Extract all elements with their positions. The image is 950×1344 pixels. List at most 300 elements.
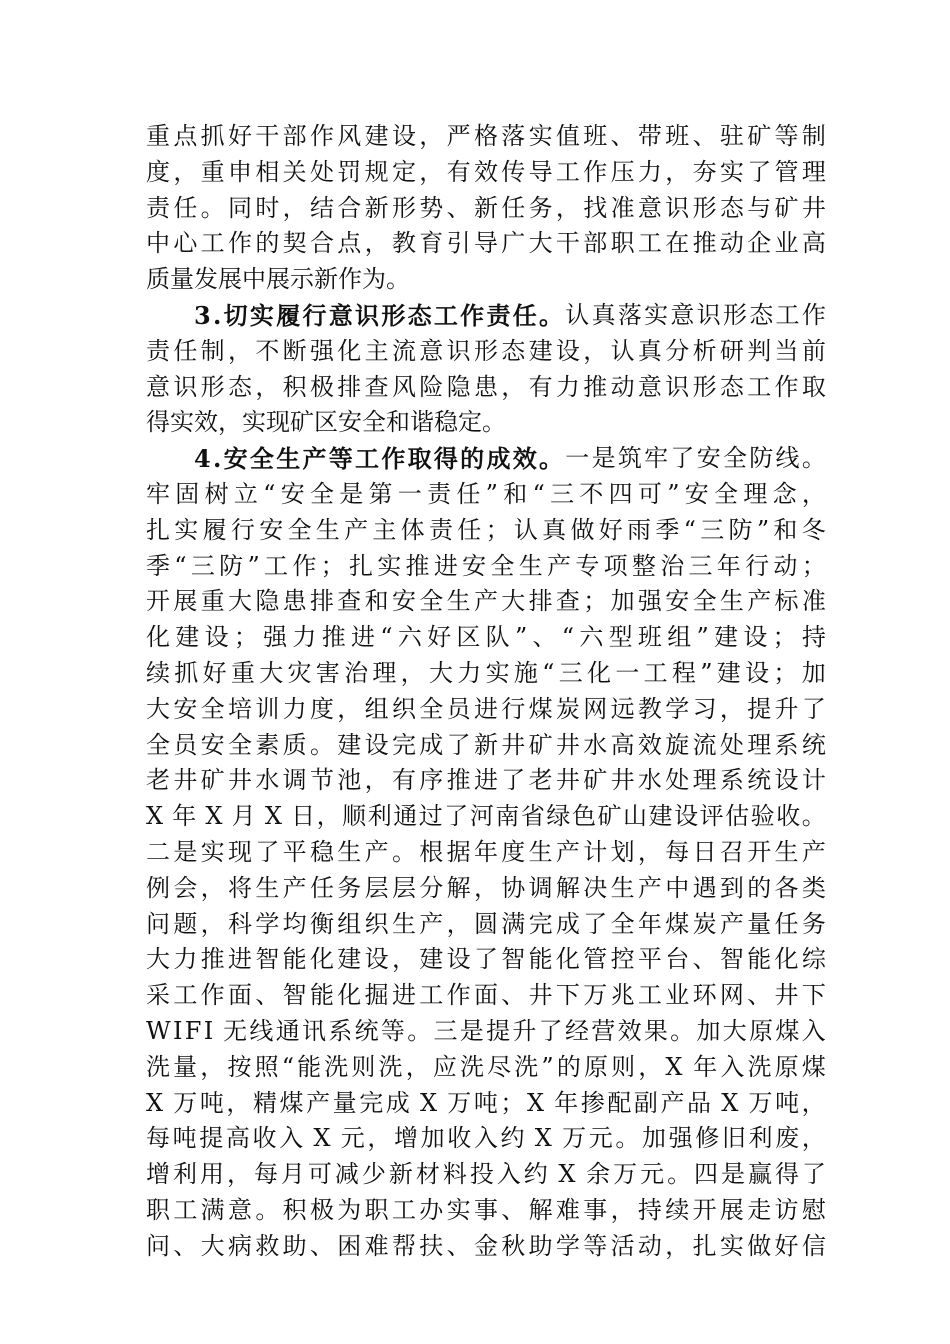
text-glyph: 下 [555,981,580,1010]
text-glyph: 责 [146,336,170,365]
text-glyph: 、 [747,981,772,1010]
text-glyph: 完 [528,909,553,938]
text-glyph: 化 [587,658,612,687]
text-glyph: 好 [202,658,227,687]
text-glyph: 、 [446,193,471,222]
text-glyph: 加 [420,1124,445,1153]
text-glyph: 任 [501,193,526,222]
text-glyph: 灾 [287,658,312,687]
text-glyph: X [205,802,231,831]
text-glyph: 判 [747,336,772,365]
text-glyph: 炭 [692,909,717,938]
text-glyph: 的 [255,229,280,258]
text-glyph: I [203,1016,221,1045]
text-glyph: 年 [554,1088,579,1117]
text-glyph: 、 [501,1195,526,1224]
text-glyph: 扎 [146,515,170,544]
text-glyph: 生 [610,873,635,902]
text-line [146,763,826,799]
text-glyph: 走 [747,1195,772,1224]
text-glyph: 抓 [200,122,225,150]
text-glyph: 势 [419,193,444,222]
text-glyph: 兆 [610,981,635,1010]
text-glyph: 线 [249,1016,274,1045]
text-glyph: 强 [668,1124,693,1153]
text-glyph: 池 [337,766,362,795]
text-glyph: 产 [547,551,572,580]
text-glyph: 。 [615,1124,640,1153]
text-glyph: 井 [610,766,635,795]
text-glyph: 。 [255,1195,280,1224]
heading-glyph: . [212,444,222,474]
text-glyph: 生 [518,551,543,580]
text-glyph: 工 [419,981,444,1010]
text-glyph: 利 [172,1160,197,1189]
text-glyph: 合 [337,193,362,222]
text-glyph: 设 [774,766,799,795]
text-glyph: 月 [280,1160,305,1189]
text-glyph: 不 [579,479,604,508]
text-glyph: ， [405,1052,430,1081]
text-glyph: ， [801,479,826,508]
text-glyph: 实 [485,658,510,687]
text-glyph: 生 [337,837,362,866]
text-glyph: 经 [564,1016,589,1045]
text-glyph: 动 [773,551,798,580]
text-glyph: 每 [665,837,690,866]
text-glyph: 顺 [342,802,367,831]
text-glyph: 形 [473,336,498,365]
text-glyph: 务 [528,193,553,222]
heading-glyph: 全 [249,444,274,474]
text-line [146,1157,826,1193]
text-glyph: 点 [173,122,198,150]
text-glyph: 增 [393,1124,418,1153]
text-glyph: 主 [372,515,397,544]
text-line [146,1193,826,1229]
text-glyph: 利 [748,1124,773,1153]
text-glyph: 决 [583,873,608,902]
text-line [146,728,826,764]
text-glyph: 难 [364,1231,389,1260]
text-glyph: “ [542,658,555,687]
text-glyph: 实 [644,300,669,329]
heading-glyph: 行 [302,300,327,330]
text-glyph: 系 [774,730,799,759]
text-glyph: 煤 [775,1016,800,1045]
text-glyph: 稳 [309,837,334,866]
text-glyph: 矿 [597,802,622,831]
text-glyph: 升 [512,1016,537,1045]
text-glyph: 能 [309,981,334,1010]
text-glyph: 洗 [146,1052,170,1081]
text-glyph: 工 [173,1195,198,1224]
text-glyph: 加 [641,1124,666,1153]
text-glyph: 全 [200,694,225,723]
text-glyph: 采 [146,981,170,1010]
text-glyph: 驻 [719,122,744,150]
text-glyph: 大 [259,658,284,687]
text-glyph: 统 [747,766,772,795]
text-glyph: 问 [146,1231,170,1260]
text-glyph: 系 [328,1016,353,1045]
text-glyph: X [264,802,290,831]
text-glyph: 找 [583,193,608,222]
text-line [146,871,826,907]
text-glyph: 意 [637,372,662,401]
text-glyph: 产 [344,515,369,544]
text-glyph: 和 [364,587,389,616]
text-glyph: ； [773,658,798,687]
text-glyph: 。 [801,802,826,831]
text-glyph: 工 [643,658,668,687]
text-glyph: 教 [637,694,662,723]
text-glyph: 职 [146,1195,170,1224]
text-glyph: 教 [391,229,416,258]
text-glyph: 筑 [617,444,642,473]
text-glyph: 题 [173,909,198,938]
text-glyph: 织 [391,694,416,723]
text-glyph: “ [532,479,545,508]
text-glyph: 了 [583,909,608,938]
heading-glyph: 等 [328,444,353,474]
text-glyph: ” [514,623,528,652]
text-glyph: 入 [720,1052,745,1081]
text-glyph: 准 [610,193,635,222]
text-glyph: 认 [513,515,538,544]
text-glyph: 极 [309,1195,334,1224]
text-glyph: 工 [264,551,289,580]
text-glyph: 意 [637,193,662,222]
text-glyph: 排 [528,587,553,616]
text-glyph: 台 [665,945,690,974]
text-glyph: 材 [415,1160,440,1189]
text-glyph: X [534,1124,560,1153]
text-glyph: 意 [419,336,444,365]
text-glyph: 做 [747,1231,772,1260]
text-glyph: 积 [282,372,307,401]
text-glyph: 产 [660,1088,685,1117]
text-glyph: 活 [610,1231,635,1260]
text-glyph: 推 [446,766,471,795]
text-glyph: 产 [747,587,772,616]
text-glyph: 形 [692,193,717,222]
text-line [146,262,826,298]
text-glyph: 大 [428,658,453,687]
text-line [146,942,826,978]
text-glyph: 理 [747,730,772,759]
text-glyph: 各 [774,873,799,902]
text-glyph: “ [380,623,393,652]
text-glyph: 患 [473,372,498,401]
text-glyph: 了 [801,694,826,723]
text-glyph: 工 [637,981,662,1010]
text-glyph: 则 [351,1052,376,1081]
text-glyph: 煤 [801,1052,826,1081]
text-glyph: 安 [462,551,487,580]
text-glyph: 效 [617,1016,642,1045]
text-glyph: 形 [722,300,747,329]
text-glyph: 念 [772,479,797,508]
text-glyph: 了 [747,157,772,186]
heading-glyph: 作 [460,300,485,330]
text-glyph: 、 [446,1231,471,1260]
text-glyph: 井 [774,981,799,1010]
text-glyph: 任 [456,479,481,508]
text-glyph: 井 [555,766,580,795]
text-glyph: 网 [719,981,744,1010]
text-glyph: 产 [801,837,826,866]
text-glyph: 可 [307,1160,332,1189]
text-line [146,907,826,943]
heading-glyph: 。 [539,444,563,474]
text-glyph: 专 [575,551,600,580]
text-glyph: ， [400,658,425,687]
text-glyph: 时 [255,193,280,222]
text-glyph: 害 [315,658,340,687]
text-glyph: 。 [200,193,225,222]
text-glyph: 理 [801,157,826,186]
text-glyph: 则 [611,1052,636,1081]
text-glyph: 态 [749,300,774,329]
text-glyph: 万 [583,981,608,1010]
text-glyph: 尽 [487,1052,512,1081]
text-glyph: ； [500,1088,525,1117]
text-glyph: 分 [665,336,690,365]
text-glyph: 治 [660,551,685,580]
text-line [146,334,826,370]
text-glyph: 全 [722,444,747,473]
text-glyph: 区 [456,623,481,652]
text-glyph: ， [637,837,662,866]
line-text: 得实效，实现矿区安全和谐稳定。 [146,408,506,437]
text-line [146,298,826,334]
text-glyph: 业 [665,981,690,1010]
text-glyph: ， [282,193,307,222]
text-glyph: 新 [364,193,389,222]
text-glyph: 识 [696,300,721,329]
text-glyph: F [184,1016,202,1045]
text-glyph: 和 [773,515,798,544]
text-glyph: 和 [503,479,528,508]
text-glyph: 全 [287,515,312,544]
text-glyph: 修 [695,1124,720,1153]
text-glyph: ； [583,587,608,616]
text-glyph: 全 [309,479,334,508]
text-glyph: 全 [490,551,515,580]
text-glyph: 等 [774,122,799,150]
text-glyph: 与 [747,193,772,222]
text-glyph: 掺 [580,1088,605,1117]
text-glyph: 了 [446,730,471,759]
text-glyph: 形 [692,372,717,401]
text-glyph: 态 [719,372,744,401]
text-glyph: 干 [555,229,580,258]
text-line [146,226,826,262]
text-glyph: 吨 [775,1088,800,1117]
text-glyph: 大 [146,694,170,723]
text-glyph: ” [485,479,498,508]
text-glyph: 查 [364,372,389,401]
text-glyph: 安 [696,444,721,473]
text-glyph: 计 [801,766,826,795]
text-glyph: 积 [282,1195,307,1224]
text-glyph: 例 [146,873,170,902]
text-glyph: 投 [469,1160,494,1189]
text-glyph: 析 [692,336,717,365]
text-glyph: 化 [555,945,580,974]
text-glyph: 。 [667,1160,692,1189]
text-glyph: 废 [775,1124,800,1153]
text-glyph: 导 [528,157,553,186]
text-glyph: 处 [309,157,334,186]
text-glyph: X [721,1088,746,1117]
text-glyph: I [172,1016,183,1045]
text-glyph: 进 [350,623,375,652]
text-glyph: 计 [583,837,608,866]
text-glyph: 进 [227,945,252,974]
text-glyph: ， [227,336,252,365]
text-glyph: 流 [391,336,416,365]
text-glyph: 绿 [546,802,571,831]
text-glyph: 收 [776,802,801,831]
text-glyph: 层 [364,873,389,902]
text-glyph: ， [801,1124,826,1153]
text-glyph: 班 [665,122,690,150]
text-glyph: 分 [419,873,444,902]
text-glyph: 提 [199,1124,224,1153]
text-line [146,513,826,549]
text-glyph: 原 [583,1052,608,1081]
text-line [146,441,826,477]
text-glyph: 了 [501,766,526,795]
text-glyph: 作 [200,981,225,1010]
text-glyph: 井 [501,730,526,759]
text-glyph: 新 [473,730,498,759]
text-glyph: 持 [801,623,826,652]
text-glyph: 料 [442,1160,467,1189]
text-glyph: 标 [774,587,799,616]
text-line [146,656,826,692]
text-glyph: 炭 [555,694,580,723]
text-glyph: X [526,1088,552,1117]
text-glyph: 形 [200,372,225,401]
text-glyph: 定 [391,157,416,186]
text-glyph: 设 [674,802,699,831]
text-glyph: 学 [255,909,280,938]
text-glyph: 、 [173,1231,198,1260]
text-glyph: 得 [775,1160,799,1189]
text-glyph: 水 [583,730,608,759]
text-glyph: 副 [633,1088,658,1117]
text-glyph: 了 [444,802,469,831]
text-glyph: ” [667,479,680,508]
text-glyph: 准 [801,587,826,616]
text-glyph: 申 [227,157,252,186]
text-glyph: 应 [432,1052,457,1081]
heading-glyph: 责 [486,300,511,330]
text-glyph: 旧 [721,1124,746,1153]
text-glyph: 矿 [774,193,799,222]
text-line [146,978,826,1014]
text-glyph: 施 [513,658,538,687]
text-glyph: 划 [610,837,635,866]
text-glyph: 配 [607,1088,632,1117]
text-glyph: 矿 [200,766,225,795]
text-glyph: 第 [368,479,393,508]
text-glyph: 作 [446,981,471,1010]
text-glyph: 根 [419,837,444,866]
text-glyph: 掘 [364,981,389,1010]
text-glyph: 设 [364,945,389,974]
text-glyph: 工 [637,229,662,258]
text-glyph: 实 [174,515,199,544]
text-glyph: 态 [719,193,744,222]
text-glyph: 量 [332,1088,357,1117]
text-glyph: “ [174,551,187,580]
text-glyph: 合 [309,229,334,258]
text-glyph: X [665,1052,691,1081]
text-glyph: 现 [227,837,252,866]
text-glyph: 一 [615,658,640,687]
text-glyph: 量 [173,1052,198,1081]
text-glyph: 产 [637,873,662,902]
text-glyph: 。 [801,444,826,473]
text-glyph: 原 [749,1016,774,1045]
text-glyph: 每 [146,1124,170,1153]
text-glyph: 有 [528,372,553,401]
text-glyph: 查 [555,587,580,616]
text-glyph: 三 [558,658,583,687]
text-glyph: 设 [391,122,416,150]
text-glyph: 大 [200,1231,225,1260]
text-glyph: 实 [719,157,744,186]
text-glyph: 吨 [172,1124,197,1153]
text-glyph: “ [281,1052,294,1081]
text-glyph: 设 [555,336,580,365]
text-glyph: 全 [419,694,444,723]
text-glyph: 开 [692,1195,717,1224]
text-glyph: 井 [528,981,553,1010]
text-glyph: 大 [146,945,170,974]
text-glyph: ， [610,1195,635,1224]
text-glyph: 结 [309,193,334,222]
text-glyph: 生 [446,587,471,616]
text-glyph: 序 [419,766,444,795]
text-line [146,1014,826,1050]
heading-glyph: 。 [539,300,563,330]
text-glyph: 煤 [528,694,553,723]
text-glyph: 解 [555,873,580,902]
text-glyph: 行 [745,551,770,580]
text-glyph: 约 [500,1124,533,1153]
text-glyph: 建 [364,122,389,150]
text-glyph: 、 [501,981,526,1010]
text-glyph: 线 [775,444,800,473]
text-glyph: 前 [801,336,826,365]
text-glyph: 季 [146,551,170,580]
text-line [146,1086,826,1122]
text-glyph: 系 [719,766,744,795]
text-glyph: 组 [667,623,692,652]
text-glyph: 洗 [324,1052,349,1081]
text-glyph: 务 [801,909,826,938]
text-glyph: 按 [227,1052,252,1081]
text-glyph: ， [801,1088,826,1117]
text-glyph: 履 [202,515,227,544]
text-glyph: 色 [571,802,596,831]
text-glyph: 三 [688,551,713,580]
